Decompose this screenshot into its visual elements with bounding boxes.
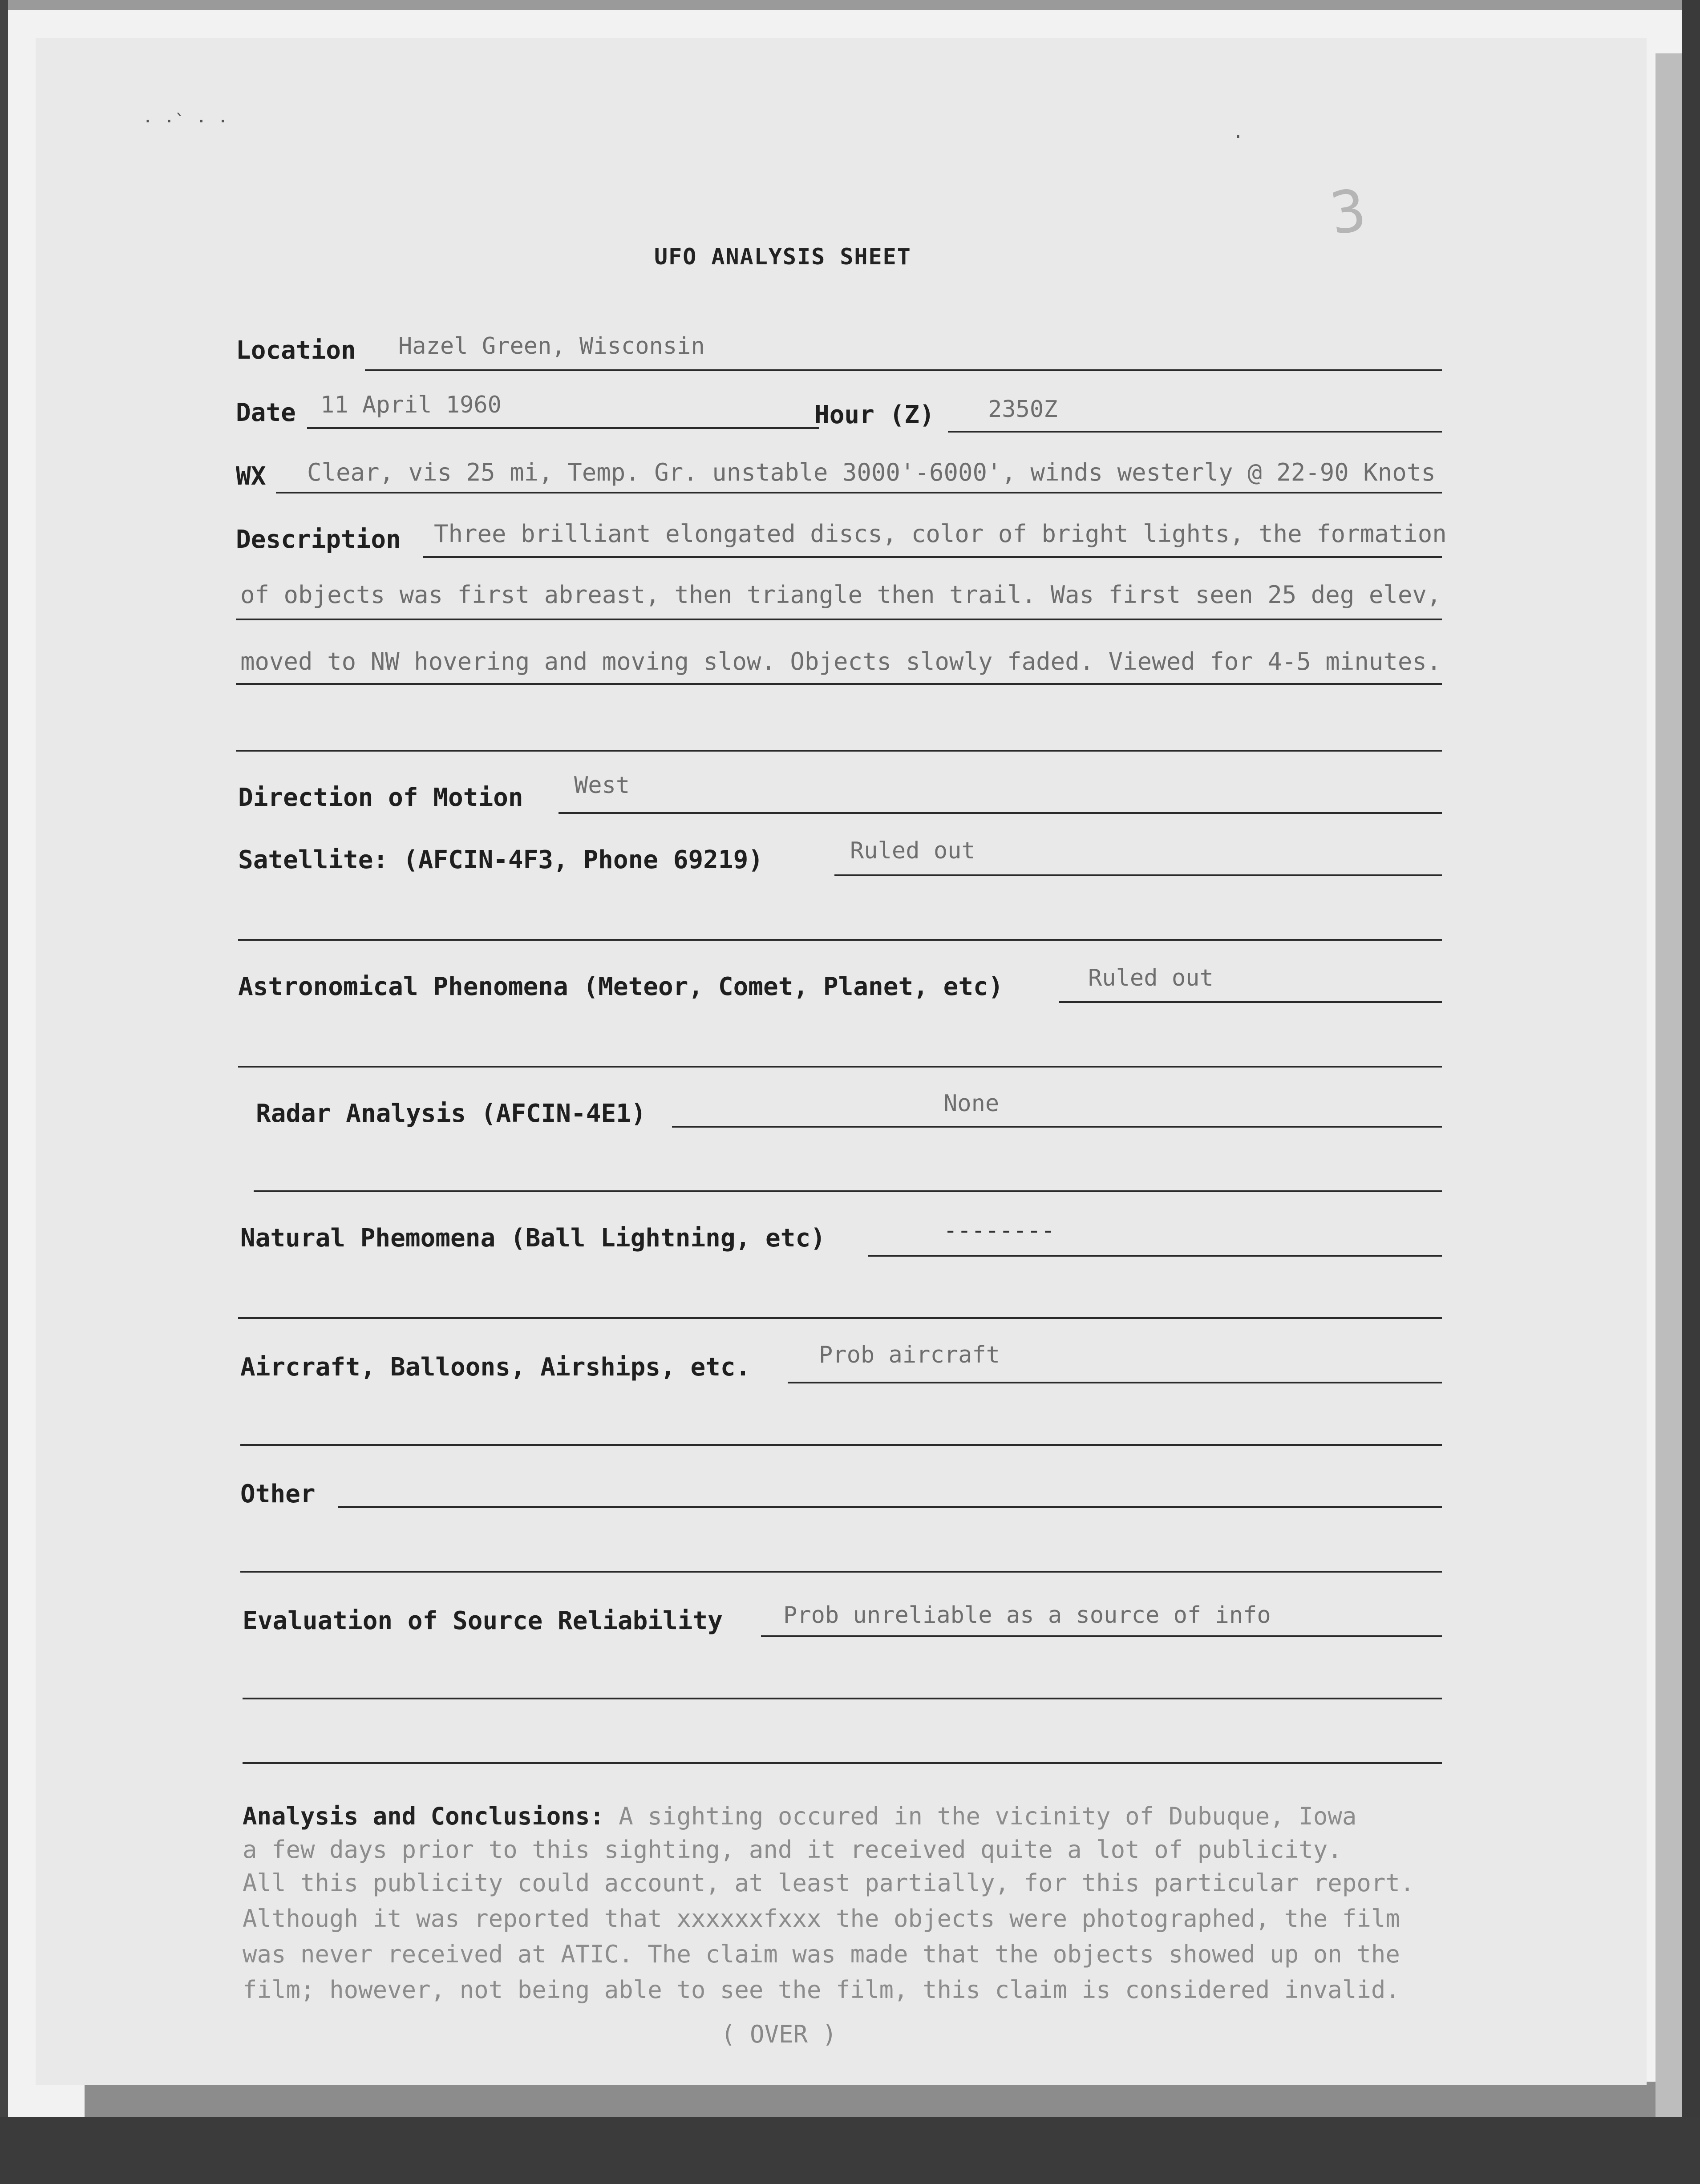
other-line: [338, 1506, 1442, 1508]
description-label: Description: [236, 525, 401, 554]
hour-label-text: Hour (Z): [814, 400, 935, 429]
reliability-rule-2: [243, 1698, 1442, 1699]
aircraft-label: Aircraft, Balloons, Airships, etc.: [240, 1353, 751, 1382]
speck: · ·` · ·: [142, 111, 228, 132]
other-label: Other: [240, 1480, 316, 1509]
over-footer: ( OVER ): [721, 2020, 837, 2048]
astronomical-line: [1059, 1001, 1442, 1003]
bottom-edge: [0, 2117, 1700, 2184]
description-rule-1: [423, 556, 1442, 558]
satellite-line: [834, 874, 1442, 876]
top-edge: [0, 0, 1700, 10]
analysis-line-4: Although it was reported that xxxxxxfxxx the objects were photographed, the film: [243, 1905, 1400, 1933]
aircraft-value: Prob aircraft: [819, 1342, 1000, 1368]
hour-value: 2350Z: [988, 396, 1058, 423]
right-shadow: [1655, 53, 1682, 2145]
analysis-line-1: Analysis and Conclusions: A sighting occured in the vicinity of Dubuque, Iowa: [243, 1802, 1357, 1830]
natural-rule-2: [238, 1317, 1442, 1319]
direction-line: [559, 812, 1442, 814]
radar-value: None: [943, 1090, 1000, 1117]
satellite-value: Ruled out: [850, 837, 975, 864]
wx-value: Clear, vis 25 mi, Temp. Gr. unstable 3000'-6000', winds westerly @ 22-90 Knots: [307, 458, 1436, 486]
description-rule-4: [236, 750, 1442, 752]
aircraft-rule-2: [240, 1444, 1442, 1446]
radar-rule-2: [254, 1190, 1442, 1192]
page-number-mark: 3: [1326, 176, 1370, 248]
radar-line: [672, 1126, 1442, 1128]
reliability-label: Evaluation of Source Reliability: [243, 1606, 723, 1635]
reliability-line: [761, 1635, 1442, 1637]
right-edge: [1682, 0, 1700, 2184]
description-line-1: Three brilliant elongated discs, color of bright lights, the formation: [434, 520, 1447, 548]
analysis-line-3: All this publicity could account, at least partially, for this particular report.: [243, 1869, 1415, 1897]
date-label: Date: [236, 398, 296, 427]
satellite-label: Satellite: (AFCIN-4F3, Phone 69219): [238, 845, 764, 874]
analysis-line-6: film; however, not being able to see the film, this claim is considered invalid.: [243, 1976, 1400, 2004]
hour-line: [948, 431, 1442, 433]
page-title: UFO ANALYSIS SHEET: [654, 244, 911, 270]
natural-line: [868, 1255, 1442, 1257]
aircraft-line: [788, 1382, 1442, 1383]
natural-label: Natural Phemomena (Ball Lightning, etc): [240, 1224, 826, 1253]
analysis-label: Analysis and Conclusions:: [243, 1802, 604, 1830]
reliability-value: Prob unreliable as a source of info: [783, 1602, 1271, 1629]
date-value: 11 April 1960: [320, 392, 502, 418]
direction-label: Direction of Motion: [238, 783, 523, 812]
description-rule-3: [236, 683, 1442, 685]
analysis-line-5: was never received at ATIC. The claim was made that the objects showed up on the: [243, 1940, 1400, 1968]
natural-value: --------: [943, 1217, 1055, 1244]
astronomical-label: Astronomical Phenomena (Meteor, Comet, Planet, etc): [238, 972, 1004, 1001]
description-rule-2: [236, 619, 1442, 620]
description-line-2: of objects was first abreast, then triangle then trail. Was first seen 25 deg elev,: [240, 581, 1441, 609]
left-edge: [0, 0, 8, 2184]
location-label: Location: [236, 336, 356, 365]
other-rule-2: [240, 1571, 1442, 1573]
location-line: [365, 369, 1442, 371]
wx-label: WX: [236, 462, 266, 491]
analysis-line-2: a few days prior to this sighting, and it received quite a lot of publicity.: [243, 1836, 1342, 1864]
astronomical-value: Ruled out: [1088, 965, 1214, 991]
radar-label: Radar Analysis (AFCIN-4E1): [256, 1099, 646, 1128]
speck: ·: [1233, 127, 1244, 147]
description-line-3: moved to NW hovering and moving slow. Objects slowly faded. Viewed for 4-5 minutes.: [240, 647, 1441, 675]
direction-value: West: [574, 772, 630, 799]
satellite-rule-2: [238, 939, 1442, 941]
date-line: [307, 427, 819, 429]
wx-line: [276, 492, 1442, 493]
location-value: Hazel Green, Wisconsin: [398, 333, 705, 360]
reliability-rule-3: [243, 1762, 1442, 1764]
astronomical-rule-2: [238, 1066, 1442, 1068]
bottom-shadow: [85, 2082, 1655, 2117]
